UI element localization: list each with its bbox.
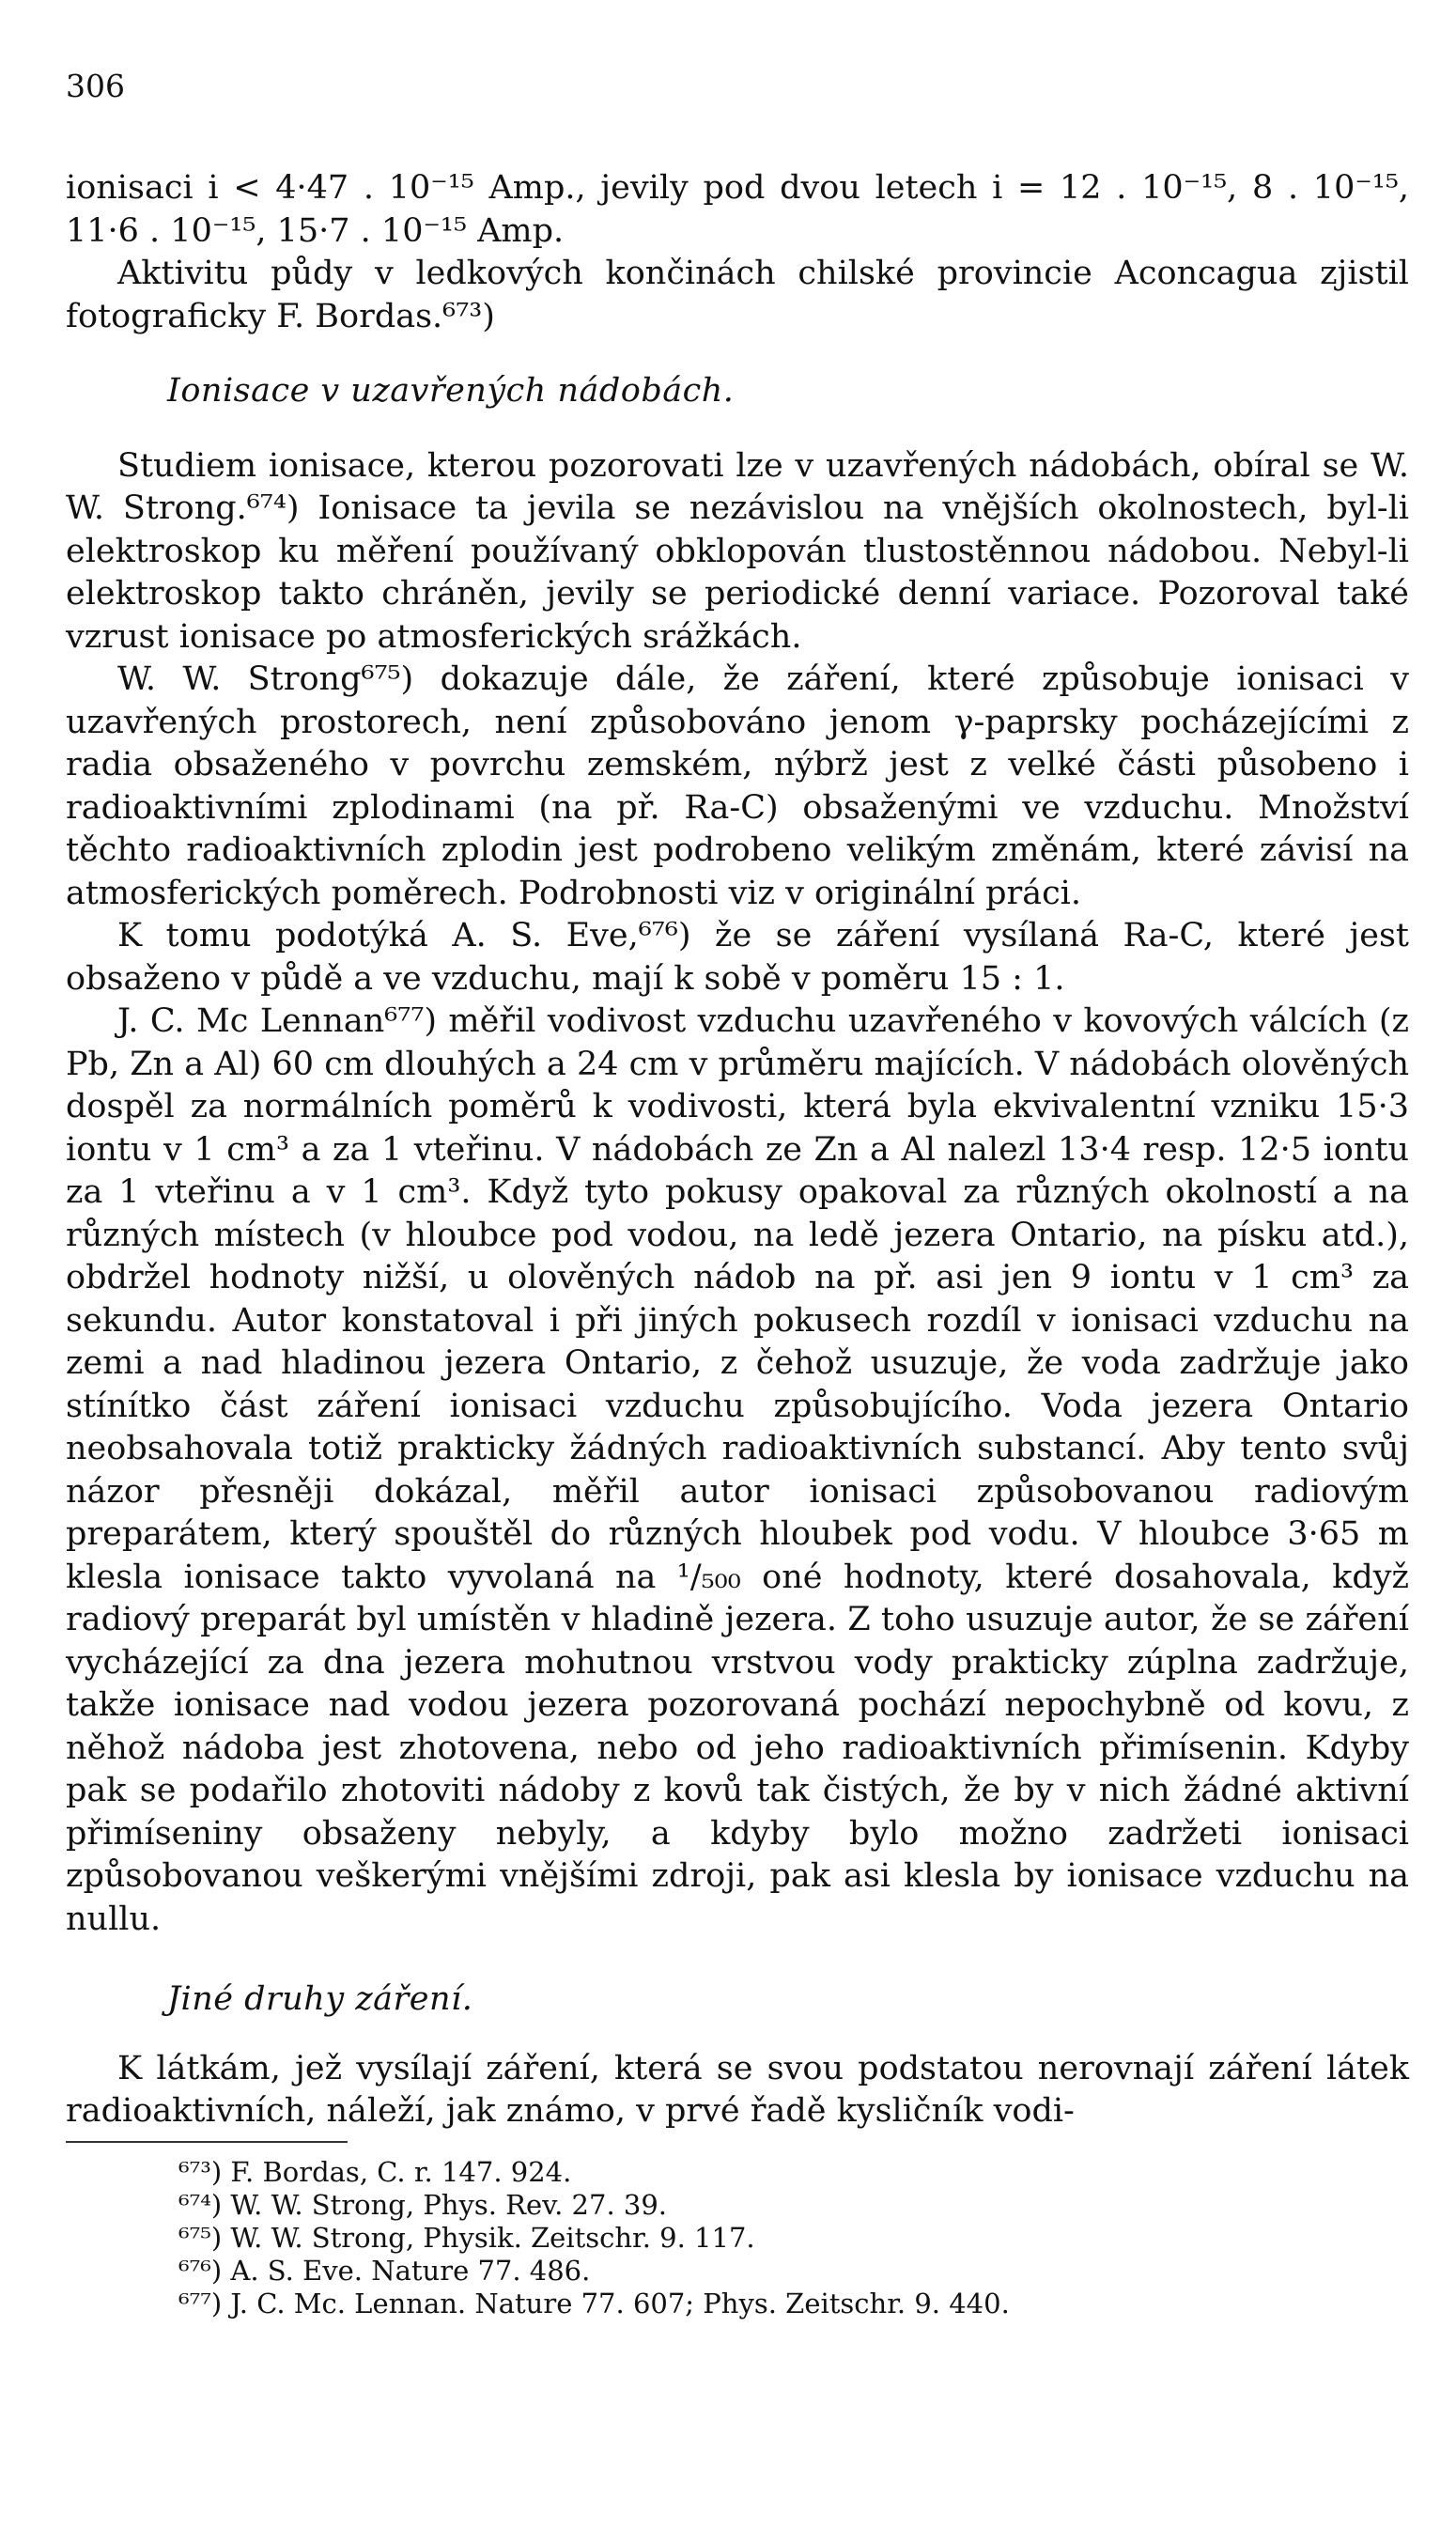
page-body (66, 167, 1409, 2320)
paragraph: K látkám, jež vysílají záření, která se svou podstatou nerovnají záření látek radioaktivních, náleží, jak známo, v prvé řadě kysličník vodi- (66, 2049, 1409, 2130)
paragraph: K tomu podotýká A. S. Eve,⁶⁷⁶) že se záření vysílaná Ra-C, které jest obsaženo v půdě a ve vzduchu, mají k sobě v poměru 15 : 1. (66, 917, 1409, 998)
paragraph: J. C. Mc Lennan⁶⁷⁷) měřil vodivost vzduchu uzavřeného v kovových válcích (z Pb, Zn a Al) 60 cm dlouhých a 24 cm v průměru majících. V nádobách olověných dospěl za normálních poměrů k vodivosti, která byla ekvivalentní vzniku 15·3 iontu v 1 cm³ a za 1 vteřinu. V nádobách ze Zn a Al nalezl 13·4 resp. 12·5 iontu za 1 vteřinu a v 1 cm³. Když tyto pokusy opakoval za různých okolností a na různých místech (v hloubce pod vodou, na ledě jezera Ontario, na písku atd.), obdržel hodnoty nižší, u olověných nádob na př. asi jen 9 iontu v 1 cm³ za sekundu. Autor konstatoval i při jiných pokusech rozdíl v ionisaci vzduchu na zemi a nad hladinou jezera Ontario, z čehož usuzuje, že voda zadržuje jako stínítko část záření ionisaci vzduchu způsobujícího. Voda jezera Ontario neobsahovala totiž prakticky žádných radioaktivních substancí. Aby tento svůj názor přesněji dokázal, měřil autor ionisaci způsobovanou radiovým preparátem, který spouštěl do různých hloubek pod vodu. V hloubce 3·65 m klesla ionisace takto vyvolaná na ¹/₅₀₀ oné hodnoty, které dosahovala, když radiový preparát byl umístěn v hladině jezera. Z toho usuzuje autor, že se záření vycházející za dna jezera mohutnou vrstvou vody prakticky zúplna zadržuje, takže ionisace nad vodou jezera pozorovaná pochází nepochybně od kovu, z něhož nádoba jest zhotovena, nebo od jeho radioaktivních přimísenin. Kdyby pak se podařilo zhotoviti nádoby z kovů tak čistých, že by v nich žádné aktivní přimíseniny obsaženy nebyly, a kdyby bylo možno zadržeti ionisaci způsobovanou veškerými vnějšími zdroji, pak asi klesla by ionisace vzduchu na nullu. (66, 1002, 1409, 1938)
page-number: 306 (66, 68, 125, 104)
footnote: ⁶⁷⁴) W. W. Strong, Phys. Rev. 27. 39. (178, 2188, 668, 2221)
section-heading: Ionisace v uzavřených nádobách. (167, 372, 735, 410)
footnote: ⁶⁷⁶) A. S. Eve. Nature 77. 486. (178, 2254, 591, 2287)
paragraph: ionisaci i < 4·47 . 10⁻¹⁵ Amp., jevily pod dvou letech i = 12 . 10⁻¹⁵, 8 . 10⁻¹⁵, 11·6 . 10⁻¹⁵, 15·7 . 10⁻¹⁵ Amp. (66, 169, 1409, 250)
footnote: ⁶⁷⁷) J. C. Mc. Lennan. Nature 77. 607; Phys. Zeitschr. 9. 440. (178, 2287, 1010, 2319)
footnote-divider (66, 2141, 348, 2143)
section-heading: Jiné druhy záření. (167, 1980, 473, 2018)
footnotes (178, 2156, 1409, 2320)
footnote: ⁶⁷⁵) W. W. Strong, Physik. Zeitschr. 9. 117. (178, 2221, 755, 2254)
footnote: ⁶⁷³) F. Bordas, C. r. 147. 924. (178, 2155, 572, 2188)
paragraph: Aktivitu půdy v ledkových končinách chilské provincie Aconcagua zjistil fotograficky F. Bordas.⁶⁷³) (66, 255, 1409, 335)
paragraph: W. W. Strong⁶⁷⁵) dokazuje dále, že záření, které způsobuje ionisaci v uzavřených prostorech, není způsobováno jenom γ-paprsky pocházejícími z radia obsaženého v povrchu zemském, nýbrž jest z velké části působeno i radioaktivními zplodinami (na př. Ra-C) obsaženými ve vzduchu. Množství těchto radioaktivních zplodin jest podrobeno velikým změnám, které závisí na atmosferických poměrech. Podrobnosti viz v originální práci. (66, 660, 1409, 912)
paragraph: Studiem ionisace, kterou pozorovati lze v uzavřených nádobách, obíral se W. W. Strong.⁶⁷⁴) Ionisace ta jevila se nezávislou na vnějších okolnostech, byl-li elektroskop ku měření používaný obklopován tlustostěnnou nádobou. Nebyl-li elektroskop takto chráněn, jevily se periodické denní variace. Pozoroval také vzrust ionisace po atmosferických srážkách. (66, 446, 1409, 656)
book-page (66, 0, 1409, 2544)
